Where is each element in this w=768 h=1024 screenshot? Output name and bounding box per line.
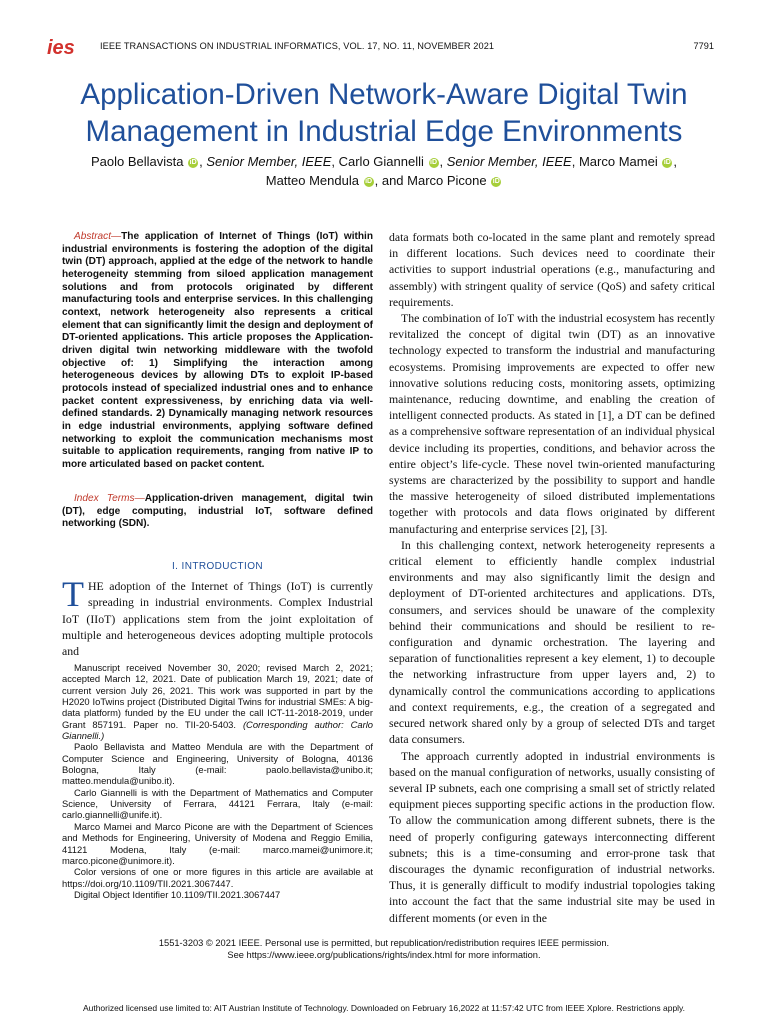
- logo-text: ies: [47, 38, 75, 58]
- corresponding-author: (Corresponding author: Carlo Giannelli.): [62, 718, 374, 742]
- body-paragraph: The combination of IoT with the industrial ecosystem has recently revitalized the concept of digital twin (DT) as an innovative technology expected to transform the industrial and manufacturing ecosystems. Promising improvements are expected to offer new innovative solutions reducing costs, monitoring assets, optimizing maintenance, reducing downtime, and enabling the creation of intelligent connected products. As stated in [1], a DT can be defined as a comprehensive software representation of an individual physical device including its properties, conditions, and behavior across the entire object’s life-cycle. These novel twin-oriented manufacturing systems are characterized by the possibility to support and handle the massive heterogeneity of siloed distributed implementations together with protocols and data flows originated by different manufacturing and enterprise services [2], [3].: [389, 311, 715, 536]
- body-paragraph: In this challenging context, network heterogeneity represents a critical element to efficiently handle complex industrial environments and may also significantly limit the design and deployment of DT-oriented architectures and applications. DTs, consumers, and services should be unaware of the complexity behind their communications and should be resilient to re-configuration and dynamic orchestration. The layering and separation of functionalities represent a key element, 1) to decouple the networking infrastructure from upper layers and, 2) to dynamically control the communications according to applications and context requirements, e.g., the creation of a segregated and secured network shared only by a group of selected DTs and target data consumers.: [389, 537, 715, 747]
- page-number: 7791: [693, 41, 714, 51]
- journal-header: IEEE TRANSACTIONS ON INDUSTRIAL INFORMATICS, VOL. 17, NO. 11, NOVEMBER 2021: [100, 41, 495, 51]
- author-name: Marco Picone: [407, 173, 487, 188]
- orcid-icon[interactable]: iD: [430, 159, 437, 166]
- intro-text: HE adoption of the Internet of Things (IoT) is currently spreading in industrial environments. Complex Industrial IoT (IIoT) applications stem from the joint exploitation of multiple and heterogeneous devices adopting multiple protocols and: [62, 579, 373, 659]
- abstract-lead: Abstract—: [74, 231, 122, 242]
- orcid-icon[interactable]: iD: [189, 159, 197, 166]
- title-line-2: Management in Industrial Edge Environments: [85, 115, 683, 148]
- body-right-column: [389, 229, 715, 926]
- title-line-1: Application-Driven Network-Aware Digital Twin: [80, 78, 688, 111]
- index-terms-text: Application-driven management, digital twin (DT), edge computing, industrial IoT, software defined networking (SDN).: [62, 493, 373, 530]
- section-heading: I. INTRODUCTION: [172, 561, 263, 572]
- paper-title: [20, 76, 748, 150]
- abstract: [62, 231, 373, 471]
- license-footer: Authorized licensed use limited to: AIT Austrian Institute of Technology. Downloaded on February 16,2022 at 11:57:42 UTC from IEEE Xplore. Restrictions apply.: [82, 1003, 686, 1013]
- footnote-doi: Digital Object Identifier 10.1109/TII.2021.3067447: [74, 888, 281, 900]
- author-list: Paolo Bellavista iD , Senior Member, IEEE, Carlo Giannelli iD , Senior Member, IEEE, Marco Mamei iD , Matteo Mendula iD , and Marco Picone iD: [91, 154, 677, 188]
- intro-paragraph: [62, 574, 373, 659]
- index-terms-lead: Index Terms—: [74, 493, 145, 504]
- separator: , and: [374, 173, 408, 188]
- ies-logo: [47, 38, 87, 58]
- separator: ,: [439, 154, 447, 169]
- copyright-line: 1551-3203 © 2021 IEEE. Personal use is permitted, but republication/redistribution requires IEEE permission.: [158, 938, 610, 948]
- copyright-notice: [20, 938, 748, 961]
- orcid-icon[interactable]: iD: [663, 159, 671, 166]
- orcid-icon[interactable]: iD: [365, 178, 373, 185]
- drop-cap: T: [62, 574, 84, 614]
- author-name: Paolo Bellavista: [91, 154, 184, 169]
- footnote-color-note: Color versions of one or more figures in this article are available at https://doi.org/10.1109/TII.2021.3067447.: [62, 866, 373, 889]
- separator: ,: [199, 154, 207, 169]
- copyright-line: See https://www.ieee.org/publications/rights/index.html for more information.: [227, 949, 541, 960]
- abstract-text: The application of Internet of Things (IoT) within industrial environments is fostering the adoption of the digital twin (DT) approach, applied at the edge of the network to handle heterogeneity stemming from siloed application management solutions and from protocols originated by different manufacturing tools and enterprise services. In this challenging context, network heterogeneity also represents a critical element that can significantly limit the design and deployment of DT-oriented applications. This article proposes the Application-driven digital twin networking middleware with the twofold objective of: 1) Simplifying the interaction among heterogeneous devices by allowing DTs to exploit IP-based protocols instead of specialized industrial ones and to enhance packet content expressiveness, by enriching data via well-defined standards. 2) Dynamically managing network resources in edge industrial environments, applying software defined networking to exploit the communication mechanisms most suitable to application requirements, ranging from native IP to more articulated based on packet content.: [62, 231, 373, 470]
- author-name: Carlo Giannelli: [338, 154, 424, 169]
- body-paragraph: The approach currently adopted in industrial environments is based on the manual configuration of networks, usually consisting of several IP subnets, each one comprising a small set of strictly related equipment pieces supporting specific actions in the production flow. To allow the communication among different subnets, there is the need of properly configuring gateways interconnecting different subnets; this is a time-consuming and error-prone task that discourages the dynamic reconfiguration of industrial networks. Thus, it is generally difficult to modify industrial topologies taking into account the fact that the same industrial site may be used in different moments (or even in the: [389, 748, 715, 925]
- author-name: Matteo Mendula: [265, 173, 359, 188]
- footnote: [62, 662, 373, 900]
- footnote-affiliation: Carlo Giannelli is with the Department of Mathematics and Computer Science, University of Ferrara, 44121 Ferrara, Italy (e-mail: carlo.giannelli@unife.it).: [62, 786, 373, 821]
- footnote-manuscript: Manuscript received November 30, 2020; revised March 2, 2021; accepted March 12, 2021. Date of publication March 19, 2021; date of current version July 26, 2021. This work was supported in part by the H2020 IoTwins project (Distributed Digital Twins for industrial SMEs: A big-data platform) funded by the EU under the call ICT-11-2018-2019, under Grant 857191. Paper no. TII-20-5403.: [62, 662, 373, 730]
- orcid-icon[interactable]: iD: [492, 178, 500, 185]
- author-role: Senior Member, IEEE: [446, 154, 572, 169]
- footnote-affiliation: Marco Mamei and Marco Picone are with the Department of Sciences and Methods for Engineering, University of Modena and Reggio Emilia, 41121 Modena, Italy (e-mail: marco.mamei@unimore.it; marco.picone@unimore.it).: [62, 820, 373, 866]
- author-name: Marco Mamei: [578, 154, 658, 169]
- author-role: Senior Member, IEEE: [206, 154, 332, 169]
- footnote-affiliation: Paolo Bellavista and Matteo Mendula are with the Department of Computer Science and Engineering, University of Bologna, 40136 Bologna, Italy (e-mail: paolo.bellavista@unibo.it; matteo.mendula@unibo.it).: [62, 741, 373, 787]
- separator: ,: [673, 154, 677, 169]
- index-terms: [62, 493, 373, 531]
- body-paragraph: data formats both co-located in the same plant and remotely spread in different locations. Such devices need to coordinate their activities to support industrial operations (e.g., manufacturing and assembly) with stringent quality of service (QoS) and safety critical requirements.: [389, 230, 715, 309]
